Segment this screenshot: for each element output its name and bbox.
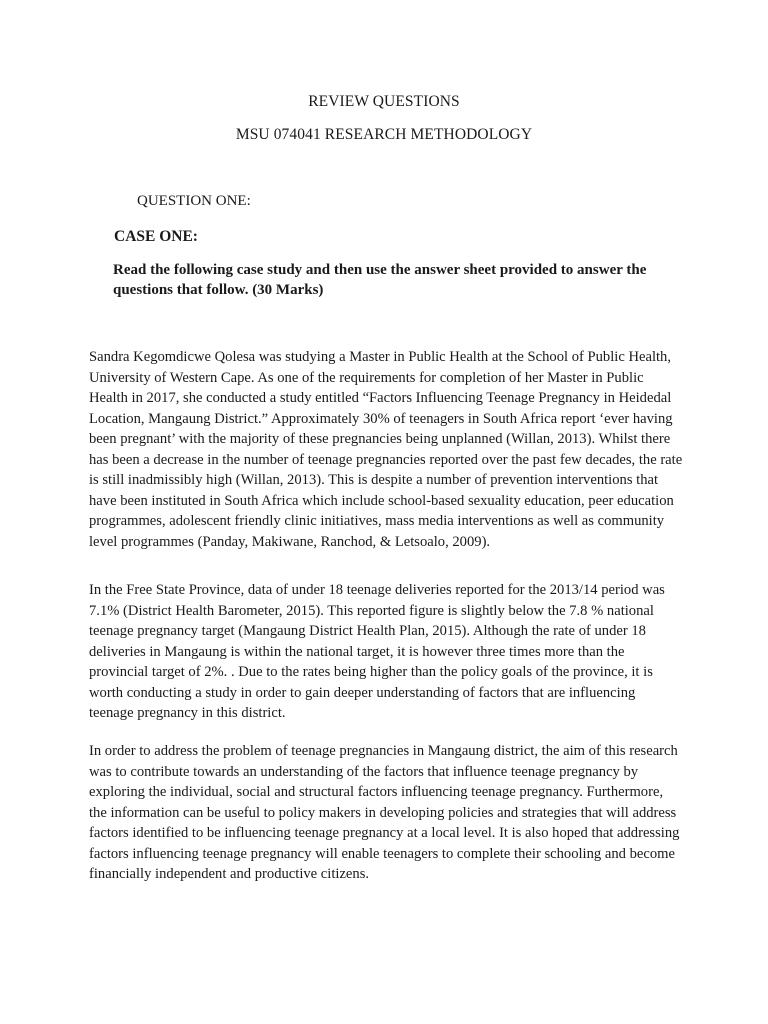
case-study-paragraph: In order to address the problem of teenage pregnancies in Mangaung district, the aim of this research was to contribute towards an understanding of the factors that influence teenage pregnancy by exploring the individual, social and structural factors influencing teenage pregnancy. Furthermore, the information can be useful to policy makers in developing policies and strategies that will address factors identified to be influencing teenage pregnancy at a local level. It is also hoped that addressing factors influencing teenage pregnancy will enable teenagers to complete their schooling and become financially independent and productive citizens. (89, 743, 680, 882)
case-study-paragraph: Sandra Kegomdicwe Qolesa was studying a Master in Public Health at the School of Public Health, University of Western Cape. As one of the requirements for completion of her Master in Public Health in 2017, she conducted a study entitled “Factors Influencing Teenage Pregnancy in Heidedal Location, Mangaung District.” Approximately 30% of teenagers in South Africa report ‘ever having been pregnant’ with the majority of these pregnancies being unplanned (Willan, 2013). Whilst there has been a decrease in the number of teenage pregnancies reported over the past few decades, the rate is still inadmissibly high (Willan, 2013). This is despite a number of prevention interventions that have been instituted in South Africa which include school-based sexuality education, peer education programmes, adolescent friendly clinic initiatives, mass media interventions as well as community level programmes (Panday, Makiwane, Ranchod, & Letsoalo, 2009). (89, 349, 683, 550)
question-heading: QUESTION ONE: (137, 193, 251, 209)
course-title: MSU 074041 RESEARCH METHODOLOGY (235, 126, 533, 143)
case-study-paragraph: In the Free State Province, data of under 18 teenage deliveries reported for the 2013/14 period was 7.1% (District Health Barometer, 2015). This reported figure is slightly below the 7.8 % national teenage pregnancy target (Mangaung District Health Plan, 2015). Although the rate of under 18 deliveries in Mangaung is within the national target, it is however three times more than the provincial target of 2%. . Due to the rates being higher than the policy goals of the province, it is worth conducting a study in order to gain deeper understanding of factors that are influencing teenage pregnancy in this district. (89, 582, 665, 721)
case-heading: CASE ONE: (114, 228, 198, 245)
document-title: REVIEW QUESTIONS (308, 93, 460, 110)
instructions-text: Read the following case study and then use the answer sheet provided to answer the questions that follow. (30 Marks) (113, 262, 647, 298)
